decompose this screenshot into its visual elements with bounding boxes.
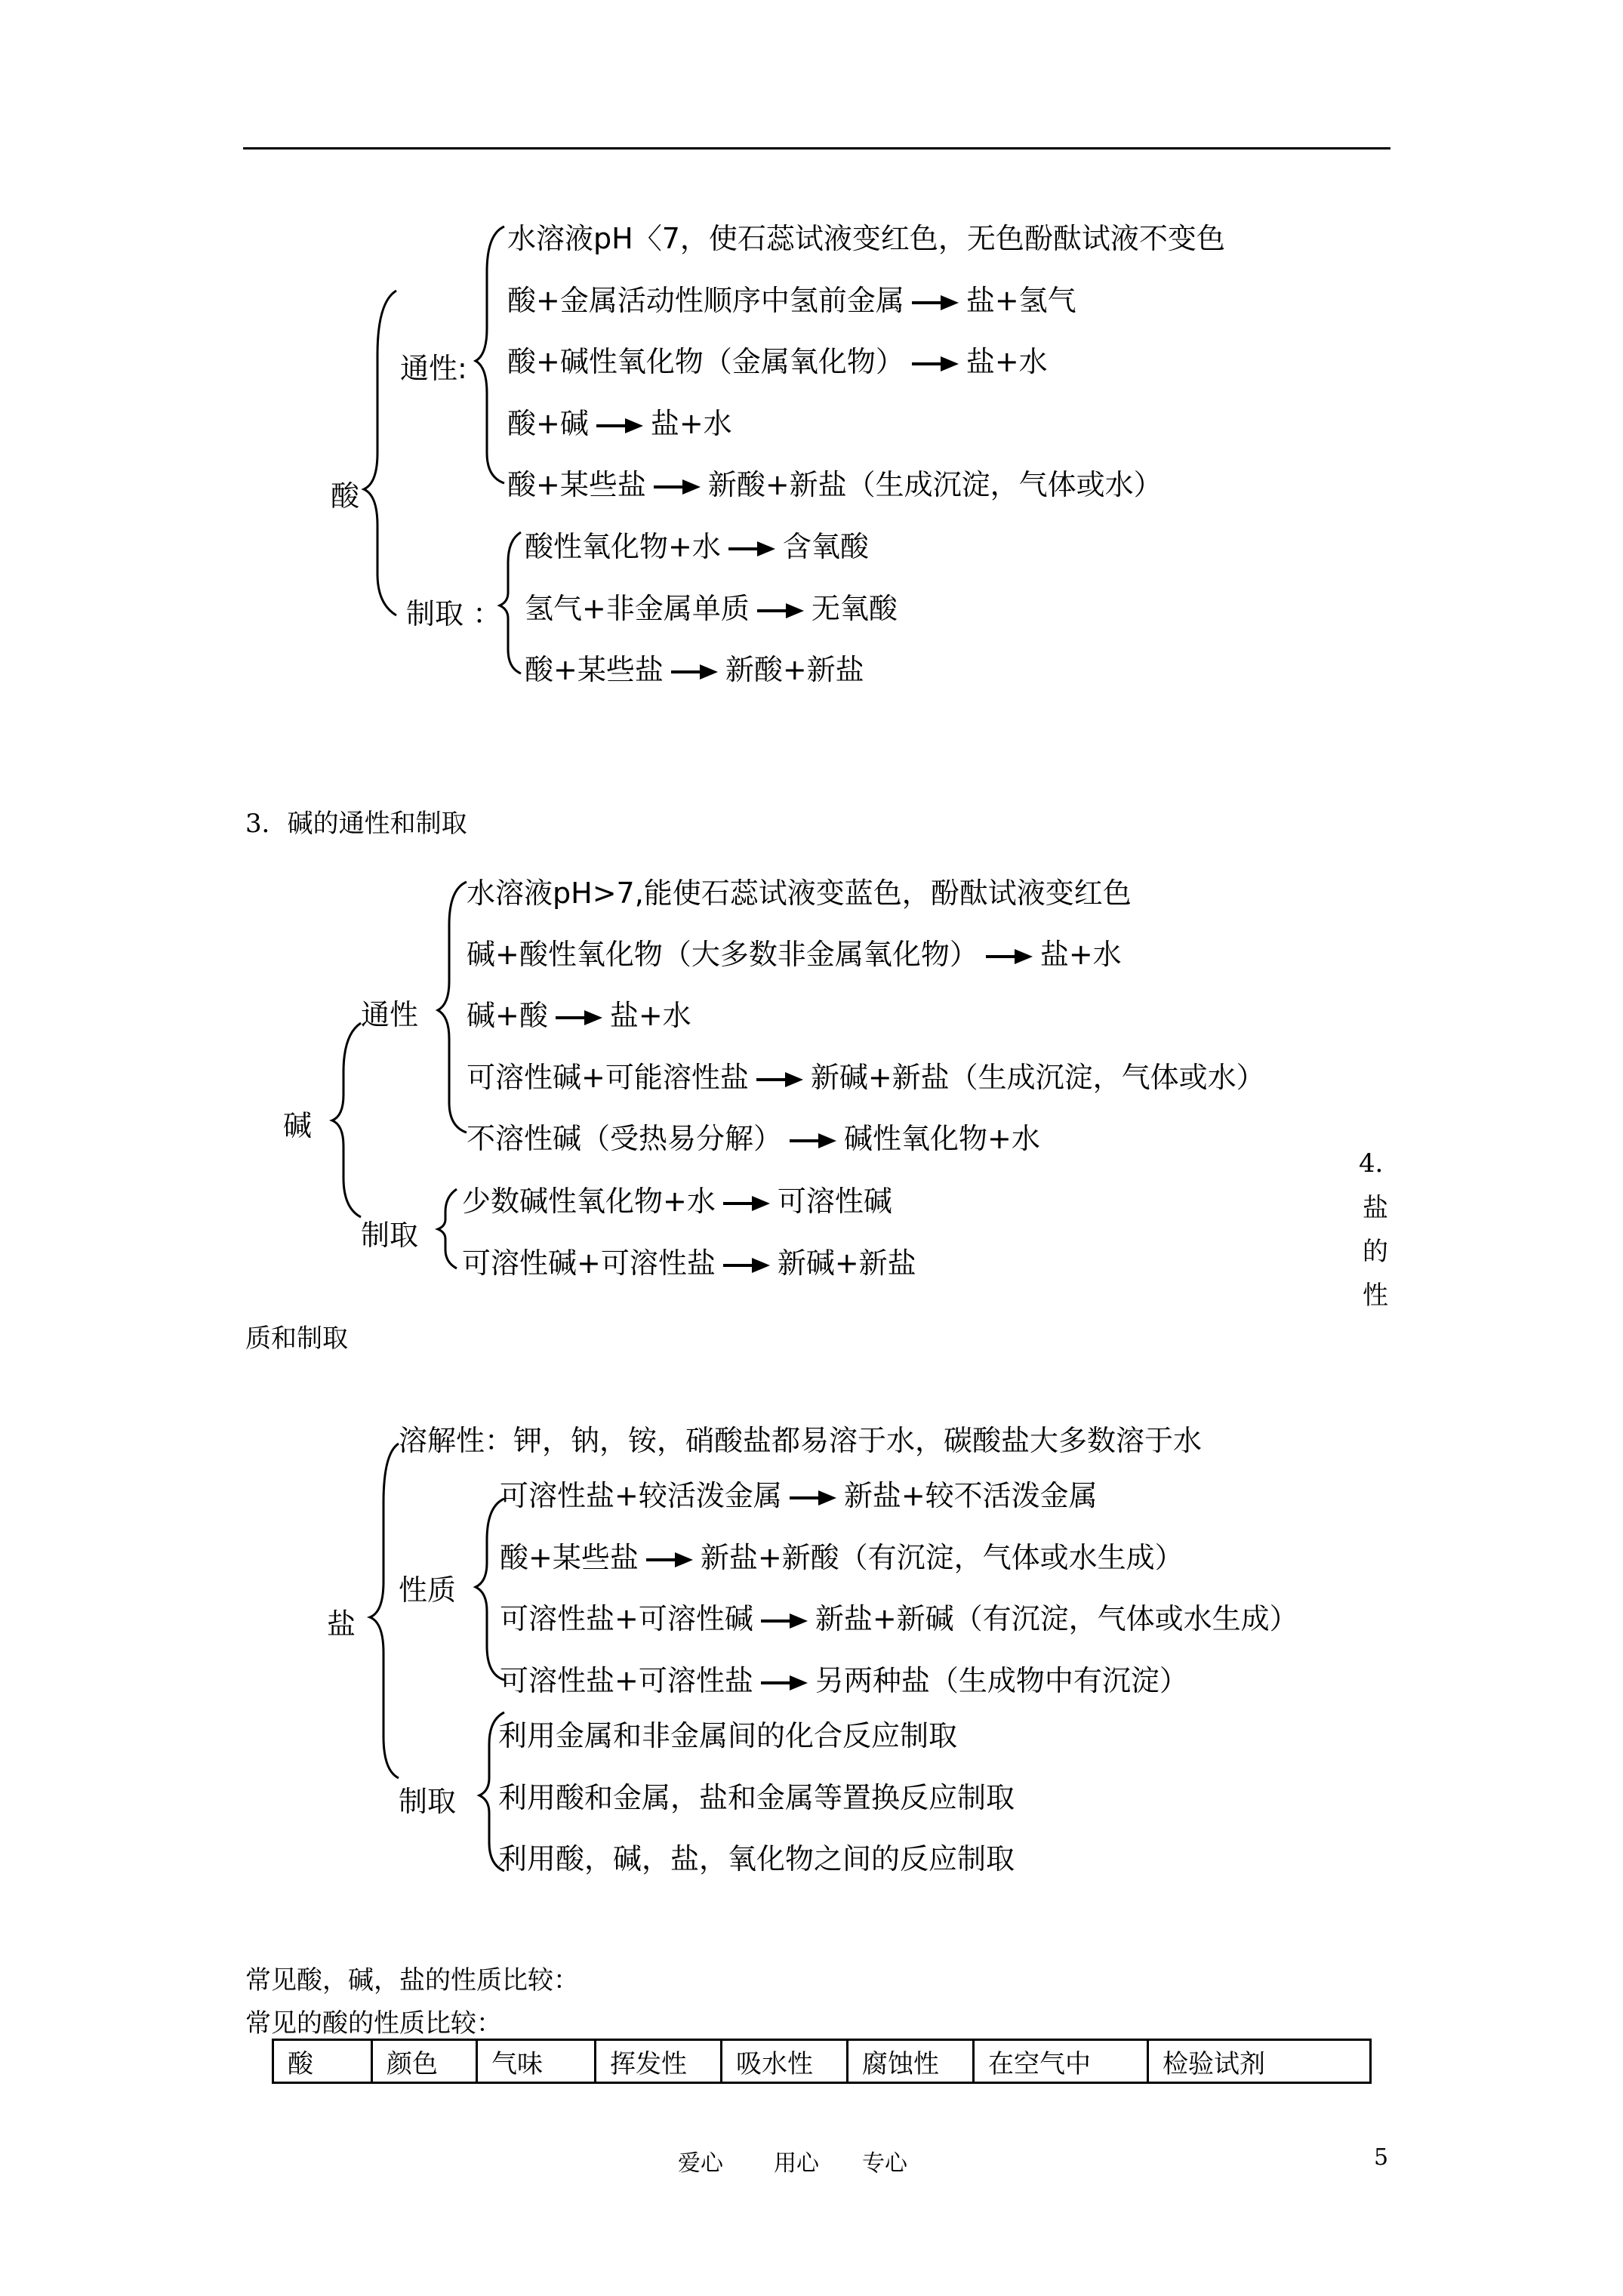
- arrow-icon: [756, 1072, 803, 1087]
- base-root-brace: [332, 1023, 361, 1217]
- arrow-icon: [646, 1552, 693, 1567]
- arrow-icon: [790, 1133, 836, 1148]
- arrow-icon: [790, 1490, 836, 1505]
- base-common-item: [467, 870, 1132, 911]
- acid-compare-title: 常见的酸的性质比较：: [245, 2008, 502, 2039]
- products: 新碱+新盐: [777, 1247, 916, 1280]
- salt-property-brace: [476, 1499, 504, 1680]
- acid-prep-label: 制取 ：: [406, 597, 502, 630]
- salt-property-item: [500, 1472, 1098, 1514]
- salt-heading-char: 性: [1363, 1281, 1388, 1311]
- arrow-icon: [556, 1010, 602, 1025]
- acid-common-brace: [476, 227, 504, 483]
- reactants: 酸性氧化物+水: [525, 530, 721, 563]
- reactants: 可溶性碱+可能溶性盐: [467, 1061, 749, 1094]
- table-header-cell: 酸: [273, 2040, 372, 2083]
- acid-common-item: [507, 461, 1163, 503]
- table-header-cell: 气味: [477, 2040, 596, 2083]
- base-root-label: 碱: [283, 1109, 313, 1142]
- salt-prep-item: 利用酸，碱，盐，氧化物之间的反应制取: [498, 1842, 1015, 1875]
- arrow-icon: [654, 479, 701, 495]
- base-common-item: [467, 1115, 1040, 1157]
- table-header-cell: 腐蚀性: [848, 2040, 974, 2083]
- footer-right: 专心: [862, 2150, 907, 2177]
- arrow-icon: [761, 1613, 808, 1629]
- reactants: 碱+酸性氧化物（大多数非金属氧化物）: [467, 938, 978, 971]
- salt-property-item: [500, 1534, 1184, 1576]
- acid-common-item: [507, 338, 1048, 380]
- reactants: 不溶性碱（受热易分解）: [467, 1122, 783, 1155]
- base-prep-brace: [438, 1189, 457, 1268]
- salt-heading-char: 的: [1363, 1237, 1388, 1267]
- base-common-item: [467, 931, 1122, 972]
- products: 盐+水: [1039, 938, 1122, 971]
- acid-prep-item: [525, 585, 898, 627]
- arrow-icon: [596, 418, 643, 433]
- products: 含氧酸: [782, 530, 869, 563]
- salt-heading-char: 盐: [1363, 1193, 1388, 1223]
- products: 无氧酸: [811, 592, 898, 625]
- base-prep-item: [462, 1178, 892, 1219]
- salt-property-label: 性质: [399, 1573, 457, 1607]
- arrow-icon: [912, 295, 959, 310]
- products: 新盐+新碱（有沉淀，气体或水生成）: [815, 1602, 1298, 1635]
- arrow-icon: [986, 949, 1033, 964]
- products: 另两种盐（生成物中有沉淀）: [815, 1664, 1188, 1697]
- products: 盐+水: [650, 407, 732, 440]
- salt-prep-item: 利用酸和金属，盐和金属等置换反应制取: [498, 1781, 1015, 1814]
- acid-common-item: [507, 400, 732, 442]
- products: 新酸+新盐（生成沉淀，气体或水）: [707, 468, 1163, 501]
- acid-root-brace: [364, 291, 396, 615]
- arrow-icon: [757, 603, 804, 618]
- base-common-item: [467, 992, 691, 1034]
- table-header-cell: 检验试剂: [1148, 2040, 1371, 2083]
- table-header-row: [273, 2040, 1371, 2083]
- reactants: 酸+碱性氧化物（金属氧化物）: [507, 345, 904, 378]
- page-number: 5: [1374, 2144, 1389, 2171]
- salt-property-item: [500, 1595, 1298, 1637]
- acid-common-item: [507, 277, 1076, 319]
- arrow-icon: [728, 541, 775, 556]
- arrow-icon: [671, 664, 718, 680]
- salt-prep-item: 利用金属和非金属间的化合反应制取: [498, 1719, 958, 1752]
- base-section-heading: 3．碱的通性和制取: [245, 809, 467, 839]
- reactants: 酸+金属活动性顺序中氢前金属: [507, 284, 904, 317]
- reactants: 可溶性盐+较活泼金属: [500, 1479, 782, 1512]
- products: 新碱+新盐（生成沉淀，气体或水）: [810, 1061, 1265, 1094]
- reactants: 少数碱性氧化物+水: [462, 1185, 716, 1218]
- reactants: 酸+某些盐: [507, 468, 646, 501]
- products: 盐+水: [965, 345, 1048, 378]
- table-header-cell: 吸水性: [722, 2040, 848, 2083]
- arrow-icon: [723, 1196, 770, 1211]
- reactants: 可溶性碱+可溶性盐: [462, 1247, 716, 1280]
- acid-common-item-text: 水溶液pH〈7，使石蕊试液变红色，无色酚酞试液不变色: [507, 222, 1225, 255]
- reactants: 酸+碱: [507, 407, 589, 440]
- arrow-icon: [723, 1258, 770, 1273]
- base-common-item: [467, 1054, 1265, 1096]
- salt-prep-label: 制取: [399, 1785, 457, 1818]
- salt-root-label: 盐: [327, 1607, 356, 1641]
- acid-root-label: 酸: [331, 479, 360, 513]
- reactants: 氢气+非金属单质: [525, 592, 750, 625]
- products: 新盐+新酸（有沉淀，气体或水生成）: [700, 1541, 1184, 1574]
- compare-title: 常见酸，碱，盐的性质比较：: [245, 1965, 579, 1996]
- acid-prep-item: [525, 646, 864, 688]
- acid-prep-brace: [500, 532, 521, 673]
- reactants: 酸+某些盐: [525, 653, 664, 686]
- salt-property-item: [500, 1657, 1188, 1699]
- footer-left: 爱心: [678, 2150, 723, 2177]
- table-header-cell: 在空气中: [974, 2040, 1148, 2083]
- table-header-cell: 挥发性: [596, 2040, 722, 2083]
- base-prep-label: 制取: [361, 1219, 419, 1252]
- reactants: 碱+酸: [467, 999, 548, 1032]
- products: 盐+水: [609, 999, 691, 1032]
- acid-prep-item: [525, 523, 869, 565]
- salt-solubility: 溶解性：钾，钠，铵，硝酸盐都易溶于水，碳酸盐大多数溶于水: [399, 1424, 1203, 1457]
- salt-root-brace: [370, 1444, 399, 1778]
- products: 新酸+新盐: [725, 653, 864, 686]
- products: 新盐+较不活泼金属: [843, 1479, 1098, 1512]
- salt-heading-continuation: 质和制取: [245, 1324, 348, 1354]
- base-prep-item: [462, 1240, 916, 1281]
- products: 碱性氧化物+水: [844, 1122, 1040, 1155]
- products: 盐+氢气: [965, 284, 1076, 317]
- acid-comparison-table: [272, 2039, 1372, 2084]
- base-common-item-text: 水溶液pH>7,能使石蕊试液变蓝色，酚酞试液变红色: [467, 877, 1132, 910]
- footer-mid: 用心: [774, 2150, 819, 2177]
- salt-heading-number: 4．: [1359, 1148, 1401, 1179]
- reactants: 酸+某些盐: [500, 1541, 639, 1574]
- arrow-icon: [912, 356, 959, 371]
- reactants: 可溶性盐+可溶性碱: [500, 1602, 753, 1635]
- acid-common-label: 通性:: [400, 352, 467, 385]
- base-common-label: 通性: [361, 998, 419, 1031]
- acid-common-item: [507, 215, 1225, 257]
- table-header-cell: 颜色: [372, 2040, 477, 2083]
- arrow-icon: [761, 1675, 808, 1690]
- reactants: 可溶性盐+可溶性盐: [500, 1664, 753, 1697]
- base-common-brace: [438, 882, 467, 1133]
- products: 可溶性碱: [777, 1185, 892, 1218]
